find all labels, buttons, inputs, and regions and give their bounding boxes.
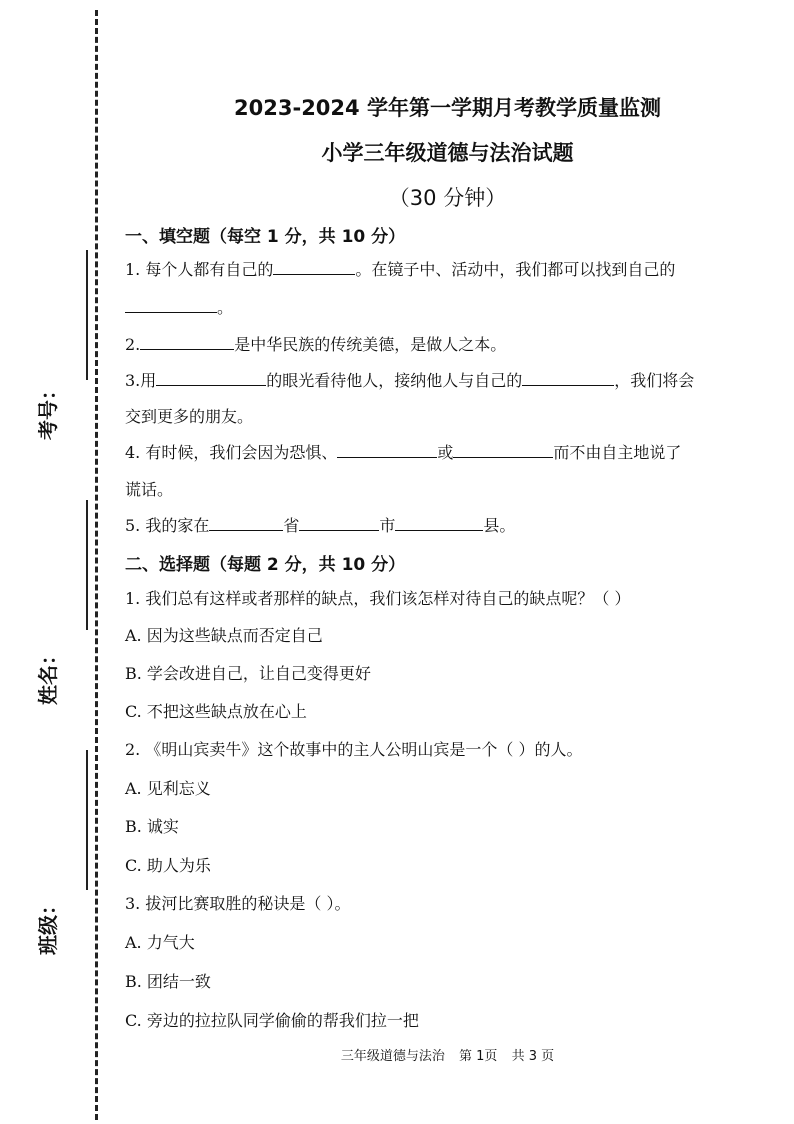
fill-q1-blank1[interactable] bbox=[273, 258, 355, 275]
fill-q2-blank[interactable] bbox=[140, 333, 234, 350]
footer-page-number: 第 1页 bbox=[459, 1049, 498, 1064]
fill-q4-blank1[interactable] bbox=[337, 441, 437, 458]
choice-q3-option-c[interactable]: C. 旁边的拉拉队同学偷偷的帮我们拉一把 bbox=[125, 1011, 419, 1030]
choice-q3-option-a[interactable]: A. 力气大 bbox=[125, 933, 195, 952]
fill-q5-blank-province[interactable] bbox=[209, 514, 283, 531]
fill-q1-text-c: 。 bbox=[217, 298, 234, 317]
choice-q1-stem: 1. 我们总有这样或者那样的缺点，我们该怎样对待自己的缺点呢？（ ） bbox=[125, 589, 631, 608]
exam-number-label: 考号： bbox=[36, 380, 60, 440]
fill-q1-line2 bbox=[125, 296, 233, 319]
footer-subject: 三年级道德与法治 bbox=[340, 1049, 445, 1064]
fill-q3-blank1[interactable] bbox=[156, 369, 266, 386]
exam-title: 2023-2024 学年第一学期月考教学质量监测 bbox=[234, 96, 661, 120]
fill-q5-text-a: 5. 我的家在 bbox=[125, 516, 210, 535]
exam-subtitle: 小学三年级道德与法治试题 bbox=[321, 141, 574, 165]
name-line[interactable] bbox=[86, 500, 88, 630]
choice-q3-stem: 3. 拔河比赛取胜的秘诀是（ ）。 bbox=[125, 894, 351, 913]
fill-q1-text-b: 。在镜子中、活动中，我们都可以找到自己的 bbox=[355, 260, 676, 279]
fill-q3-text-b: 的眼光看待他人，接纳他人与自己的 bbox=[266, 371, 523, 390]
fill-q3-text-a: 3.用 bbox=[125, 371, 157, 390]
fill-q1-blank2[interactable] bbox=[125, 296, 217, 313]
section2-heading: 二、选择题（每题 2 分，共 10 分） bbox=[125, 555, 406, 575]
fill-q3-line2: 交到更多的朋友。 bbox=[125, 407, 254, 426]
choice-q1-option-c[interactable]: C. 不把这些缺点放在心上 bbox=[125, 702, 307, 721]
fill-q5-blank-city[interactable] bbox=[299, 514, 379, 531]
choice-q2-option-a[interactable]: A. 见利忘义 bbox=[125, 779, 211, 798]
choice-q3-option-b[interactable]: B. 团结一致 bbox=[125, 972, 211, 991]
name-label: 姓名： bbox=[36, 645, 60, 705]
exam-number-line[interactable] bbox=[86, 250, 88, 380]
fill-q4-line2: 谎话。 bbox=[125, 480, 174, 499]
choice-q1-option-b[interactable]: B. 学会改进自己，让自己变得更好 bbox=[125, 664, 371, 683]
footer-total-pages: 共 3 页 bbox=[511, 1049, 555, 1064]
choice-q2-stem: 2. 《明山宾卖牛》这个故事中的主人公明山宾是一个（ ）的人。 bbox=[125, 740, 583, 759]
binding-dashed-line bbox=[95, 10, 98, 1120]
fill-q1-text-a: 1. 每个人都有自己的 bbox=[125, 260, 274, 279]
exam-duration: （30 分钟） bbox=[388, 186, 507, 210]
section1-heading: 一、填空题（每空 1 分，共 10 分） bbox=[125, 227, 406, 247]
fill-q5-text-b: 省 bbox=[283, 516, 300, 535]
fill-q4-text-b: 或 bbox=[437, 443, 454, 462]
choice-q1-option-a[interactable]: A. 因为这些缺点而否定自己 bbox=[125, 626, 323, 645]
fill-q3-line1 bbox=[125, 369, 694, 392]
fill-q4-blank2[interactable] bbox=[453, 441, 553, 458]
class-line[interactable] bbox=[86, 750, 88, 890]
fill-q3-text-c: ，我们将会 bbox=[614, 371, 695, 390]
fill-q4-text-c: 而不由自主地说了 bbox=[553, 443, 682, 462]
fill-q4-line1 bbox=[125, 441, 681, 464]
class-label: 班级： bbox=[36, 895, 60, 955]
choice-q2-option-c[interactable]: C. 助人为乐 bbox=[125, 856, 211, 875]
page-footer bbox=[125, 1045, 770, 1064]
fill-q3-blank2[interactable] bbox=[522, 369, 614, 386]
fill-q1-line1 bbox=[125, 258, 675, 281]
fill-q5-text-c: 市 bbox=[379, 516, 396, 535]
fill-q2-text-b: 是中华民族的传统美德，是做人之本。 bbox=[234, 335, 507, 354]
choice-q2-option-b[interactable]: B. 诚实 bbox=[125, 817, 179, 836]
fill-q4-text-a: 4. 有时候，我们会因为恐惧、 bbox=[125, 443, 338, 462]
fill-q2-text-a: 2. bbox=[125, 335, 141, 354]
fill-q5-line bbox=[125, 514, 515, 537]
fill-q5-text-d: 县。 bbox=[483, 516, 516, 535]
fill-q5-blank-county[interactable] bbox=[395, 514, 483, 531]
fill-q2-line bbox=[125, 333, 506, 356]
